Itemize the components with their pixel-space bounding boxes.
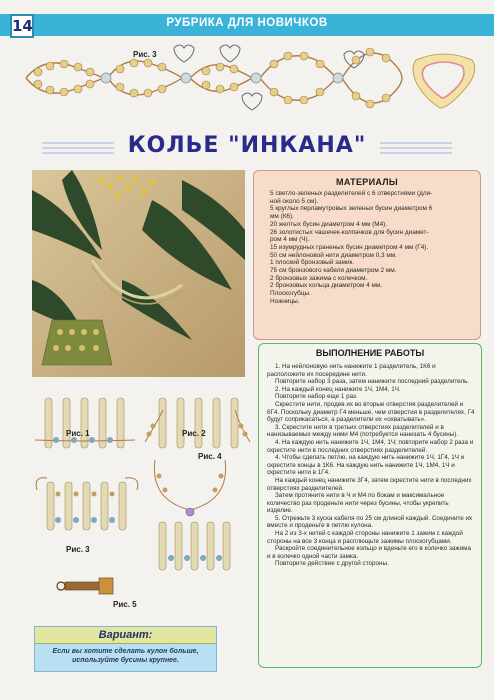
materials-item: Плоскогубцы. bbox=[270, 290, 311, 298]
variant-box bbox=[34, 626, 217, 672]
instruction-paragraph: Повторите набор 3 раза, затем нанижите последний разделитель. bbox=[275, 378, 470, 386]
instruction-paragraph: Скрестите нити, продев их во вторые отверстия разделителей и 6Г4. Поскольку диаметр Г4 меньше, чем отверстия в разделителях, Г4 будут соприкасаться, а разделители их «охватывать». bbox=[267, 400, 475, 424]
materials-item: 26 золотистых чашечек-колпачков для бусин диамет- bbox=[270, 228, 429, 236]
materials-heading: МАТЕРИАЛЫ bbox=[336, 177, 398, 187]
beading-diagram-top bbox=[24, 38, 480, 118]
materials-item: 20 желтых бусин диаметром 4 мм (М4). bbox=[270, 220, 388, 228]
materials-list bbox=[264, 190, 472, 306]
instructions-body bbox=[267, 363, 475, 568]
instruction-paragraph: Повторите действие с другой стороны. bbox=[275, 560, 389, 568]
instruction-paragraph: 5. Отрежьте 3 куска кабеля по 25 см длиной каждый. Соедините их вместе и проденьте в петлю кулона. bbox=[267, 514, 473, 530]
figure-3-drawing bbox=[36, 478, 138, 530]
variant-title-bar bbox=[35, 627, 216, 644]
instruction-paragraph: 3. Скрестите нити в третьих отверстиях разделителей и в нанизываемых между ними М4 (потребуется нанизать 4 бусины). bbox=[267, 423, 459, 439]
variant-text: Если вы хотите сделать кулон больше, используйте бусины крупнее. bbox=[52, 648, 199, 664]
materials-item: 5 светло-зеленых разделителей с 6 отверстиями (дли- bbox=[270, 190, 433, 197]
necklace-photo bbox=[32, 170, 245, 377]
instructions-box bbox=[258, 343, 482, 668]
materials-item: ром 4 мм (Ч). bbox=[270, 236, 310, 244]
instruction-paragraph: 4. На каждую нить нанижите 1Ч, 1М4, 1Ч; повторите набор 2 раза и скрестите нити в последних отверстиях разделителей. bbox=[267, 438, 474, 454]
instruction-paragraph: Затем протяните нити в Ч и М4 по бокам и максимальное количество раз проденьте нити через бусины, чтобы укрепить изделие. bbox=[267, 492, 449, 515]
instructions-heading: ВЫПОЛНЕНИЕ РАБОТЫ bbox=[315, 348, 425, 358]
figure-4-label: Рис. 4 bbox=[198, 452, 222, 461]
figure-4-drawing bbox=[154, 460, 230, 570]
figure-2-label: Рис. 2 bbox=[182, 429, 206, 438]
materials-item: Ножницы. bbox=[270, 297, 300, 305]
step-diagrams bbox=[25, 390, 255, 630]
figure-5-drawing bbox=[57, 578, 113, 594]
materials-item: 5 круглых перламутровых зеленых бусин диаметром 6 bbox=[270, 205, 433, 213]
materials-item: 75 см бронзового кабеля диаметром 2 мм. bbox=[270, 267, 397, 275]
instruction-paragraph: 4. Чтобы сделать петлю, на каждую нить нанижите 1Ч, 1Г4, 1Ч и скрестите концы в 1К6. На каждую нить нанижите 1Ч, 1М4, 1Ч и скрестите нити в 1Г4. bbox=[267, 454, 465, 477]
materials-item: 15 изумрудных граненых бусин диаметром 4 мм (Г4). bbox=[270, 243, 429, 251]
top-figure-label: Рис. 3 bbox=[133, 50, 157, 59]
variant-title: Вариант: bbox=[98, 629, 153, 641]
materials-item: 50 см нейлоновой нити диаметром 0,3 мм. bbox=[270, 251, 397, 259]
materials-item: ной около 5 см). bbox=[270, 197, 319, 205]
materials-item: 2 бронзовых кольца диаметром 4 мм. bbox=[270, 282, 383, 290]
figure-3-label: Рис. 3 bbox=[66, 545, 90, 554]
instruction-paragraph: На 2 из 3-х нитей с каждой стороны нанижите 1 зажим с каждой стороны на все 3 конца и расплющьте зажимы плоскогубцами. bbox=[267, 530, 463, 545]
instruction-paragraph: На каждый конец нанижите 3Г4, затем скрестите нити в последних отверстиях разделителей. bbox=[267, 476, 472, 492]
figure-1-drawing bbox=[35, 398, 135, 448]
instruction-paragraph: 1. На нейлоновую нить нанижите 1 разделитель, 1К6 и расположите их посередине нити. bbox=[267, 363, 436, 378]
article-title: КОЛЬЕ "ИНКАНА" bbox=[127, 133, 367, 158]
figure-1-label: Рис. 1 bbox=[66, 429, 90, 438]
page-number: 14 bbox=[10, 14, 34, 38]
materials-item: 2 бронзовых зажима с колечком. bbox=[270, 274, 368, 282]
instruction-paragraph: 2. На каждый конец нанижите 1Ч, 1М4, 1Ч. bbox=[275, 385, 401, 393]
instruction-paragraph: Повторите набор еще 1 раз. bbox=[275, 393, 358, 401]
materials-item: мм (К6). bbox=[270, 213, 294, 221]
materials-item: 1 плоский бронзовый замик. bbox=[270, 259, 355, 267]
materials-box bbox=[253, 170, 481, 340]
rubric-title: РУБРИКА ДЛЯ НОВИЧКОВ bbox=[166, 17, 328, 29]
instruction-paragraph: Раскройте соединительное кольцо и вденьте его в колечко зажима и в колечко одной части замка. bbox=[267, 545, 471, 560]
figure-5-label: Рис. 5 bbox=[113, 600, 137, 609]
figure-2-drawing bbox=[145, 398, 250, 448]
